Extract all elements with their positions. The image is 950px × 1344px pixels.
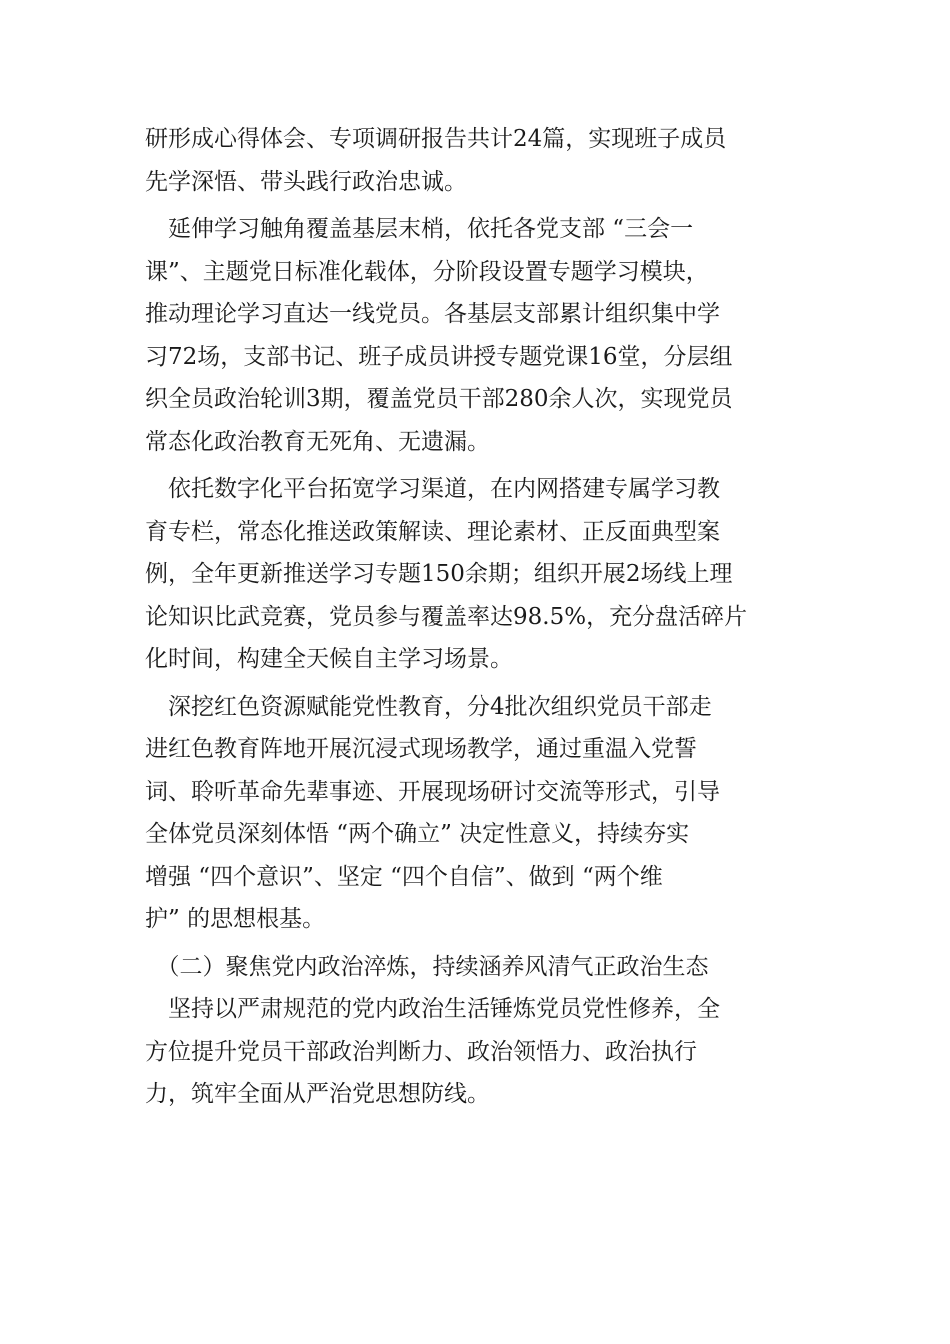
text-line: 常态化政治教育无死角、无遗漏。 bbox=[145, 428, 490, 455]
text-line: 习72场，支部书记、班子成员讲授专题党课16堂，分层组 bbox=[145, 343, 733, 370]
section-heading bbox=[145, 946, 805, 989]
text-line: 增强 “四个意识”、坚定 “四个自信”、做到 “两个维 bbox=[145, 863, 663, 890]
text-line: 坚持以严肃规范的党内政治生活锤炼党员党性修养，全 bbox=[145, 996, 720, 1022]
text-line: 论知识比武竞赛，党员参与覆盖率达98.5%，充分盘活碎片 bbox=[145, 603, 748, 630]
paragraph-1 bbox=[145, 118, 805, 203]
text-line: 例，全年更新推送学习专题150余期；组织开展2场线上理 bbox=[145, 561, 733, 587]
text-line: 课”、主题党日标准化载体，分阶段设置专题学习模块， bbox=[145, 258, 709, 285]
text-line: 深挖红色资源赋能党性教育，分4批次组织党员干部走 bbox=[145, 693, 712, 720]
text-line: 化时间，构建全天候自主学习场景。 bbox=[145, 646, 513, 672]
text-line: 全体党员深刻体悟 “两个确立” 决定性意义，持续夯实 bbox=[145, 821, 690, 847]
text-line: 护” 的思想根基。 bbox=[145, 906, 326, 932]
text-line: 育专栏，常态化推送政策解读、理论素材、正反面典型案 bbox=[145, 518, 720, 545]
document-body bbox=[145, 118, 805, 1116]
text-line: 方位提升党员干部政治判断力、政治领悟力、政治执行 bbox=[145, 1038, 697, 1065]
paragraph-5 bbox=[145, 988, 805, 1116]
paragraph-2 bbox=[145, 208, 805, 463]
text-line: 词、聆听革命先辈事迹、开展现场研讨交流等形式，引导 bbox=[145, 778, 720, 805]
text-line: 依托数字化平台拓宽学习渠道，在内网搭建专属学习教 bbox=[145, 476, 720, 502]
paragraph-4 bbox=[145, 686, 805, 941]
text-line: 进红色教育阵地开展沉浸式现场教学，通过重温入党誓 bbox=[145, 736, 697, 762]
text-line: 织全员政治轮训3期，覆盖党员干部280余人次，实现党员 bbox=[145, 386, 733, 412]
heading-line: （二）聚焦党内政治淬炼，持续涵养风清气正政治生态 bbox=[145, 953, 709, 980]
paragraph-3 bbox=[145, 468, 805, 681]
text-line: 力，筑牢全面从严治党思想防线。 bbox=[145, 1081, 490, 1107]
text-line: 推动理论学习直达一线党员。各基层支部累计组织集中学 bbox=[145, 301, 720, 327]
text-line: 研形成心得体会、专项调研报告共计24篇，实现班子成员 bbox=[145, 126, 727, 152]
text-line: 延伸学习触角覆盖基层末梢，依托各党支部 “三会一 bbox=[145, 216, 694, 242]
text-line: 先学深悟、带头践行政治忠诚。 bbox=[145, 168, 467, 195]
